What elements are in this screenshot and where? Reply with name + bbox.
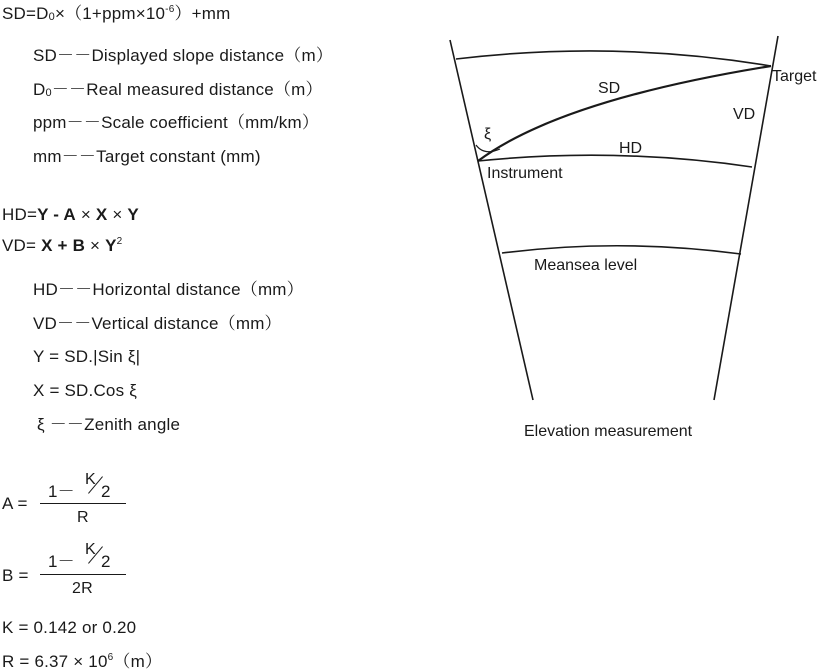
formula-b-k: K — [85, 541, 96, 558]
label-vd: VD — [733, 106, 756, 123]
def-mm: mm－－Target constant (mm) — [33, 147, 261, 166]
formula-a-den: R — [77, 509, 89, 526]
hd-formula: HD=Y - A × X × Y — [2, 205, 139, 224]
label-instrument: Instrument — [487, 165, 563, 182]
label-hd: HD — [619, 140, 643, 157]
formula-b-num: 1－ — [48, 552, 75, 571]
def-y: Y = SD.|Sin ξ| — [33, 347, 141, 366]
label-xi: ξ — [484, 126, 492, 143]
mean-sea-arc — [502, 246, 741, 254]
def-hd: HD－－Horizontal distance（mm） — [33, 280, 304, 299]
label-sd: SD — [598, 80, 621, 97]
vd-formula: $VD= X + B \times Y^2$ — [2, 236, 123, 255]
def-x: X = SD.Cos ξ — [33, 381, 138, 400]
r-value: $R = 6.37 \times 10^6(m)$ — [2, 652, 163, 671]
formula-b-lhs: B = — [2, 566, 29, 585]
formula-a-two: 2 — [101, 482, 111, 501]
top-arc — [456, 51, 771, 66]
def-ppm: ppm－－Scale coefficient（mm/km） — [33, 113, 320, 132]
def-sd: SD－－Displayed slope distance（m） — [33, 46, 334, 65]
formula-b-den: 2R — [72, 580, 93, 597]
right-wall-line — [714, 36, 778, 400]
k-value: K = 0.142 or 0.20 — [2, 618, 137, 637]
diagram-caption: Elevation measurement — [524, 423, 693, 440]
def-vd: VD－－Vertical distance（mm） — [33, 314, 282, 333]
formula-b-two: 2 — [101, 552, 111, 571]
left-wall-line — [450, 40, 533, 400]
def-d0: $D_0--Real$ measured distance（m） — [33, 80, 323, 99]
label-target: Target — [772, 68, 817, 85]
formula-a-lhs: A = — [2, 494, 28, 513]
sd-formula: $SD=D_0\times(1+ppm\times 10^{-6})+mm$ — [2, 4, 231, 23]
formula-a-num: 1－ — [48, 482, 75, 501]
def-xi: ξ －－Zenith angle — [37, 415, 181, 434]
formula-a-k: K — [85, 471, 96, 488]
label-mean-sea: Meansea level — [534, 257, 638, 274]
